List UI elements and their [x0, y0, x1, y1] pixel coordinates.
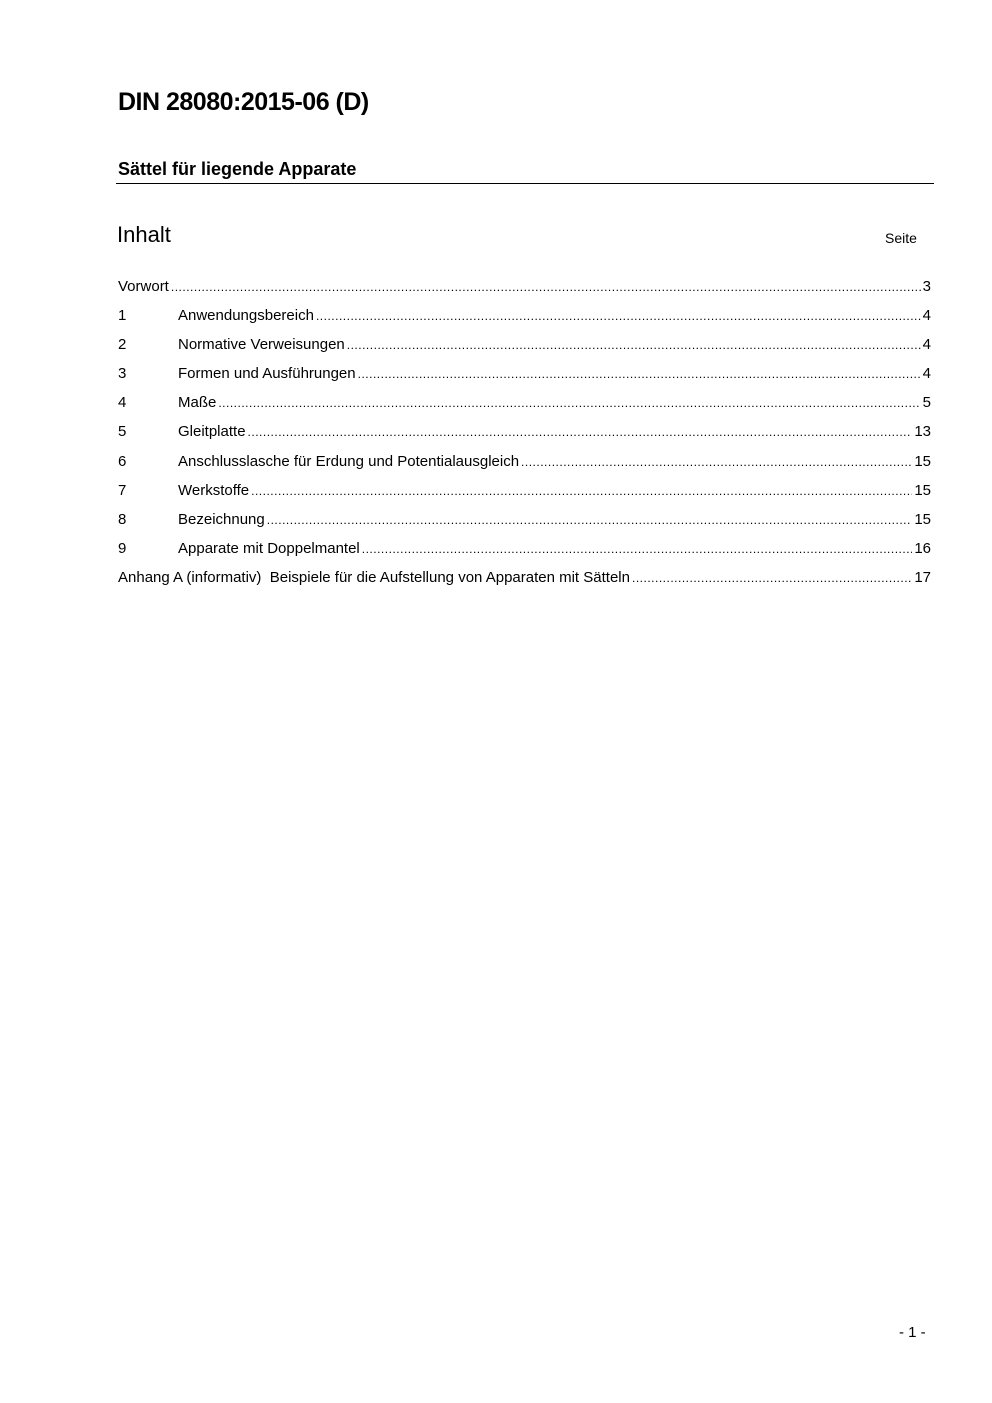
toc-entry-text: Anwendungsbereich — [178, 307, 314, 325]
toc-entry-text: Bezeichnung — [178, 510, 265, 528]
toc-dot-leader — [218, 396, 920, 410]
toc-entry-page: 3 — [922, 278, 931, 295]
toc-entry-7[interactable] — [118, 482, 931, 511]
toc-entry-page: 16 — [914, 539, 931, 557]
toc-dot-leader — [267, 513, 913, 527]
toc-entry-text: Formen und Ausführungen — [178, 365, 356, 383]
toc-entry-page: 4 — [922, 336, 931, 354]
toc-entry-number: 2 — [118, 336, 127, 354]
toc-entry-9[interactable] — [118, 540, 931, 569]
toc-entry-8[interactable] — [118, 511, 931, 540]
table-of-contents — [118, 278, 931, 598]
toc-dot-leader — [316, 309, 921, 323]
toc-dot-leader — [362, 542, 913, 556]
toc-entry-page: 4 — [922, 365, 931, 383]
toc-entry-annex-a[interactable] — [118, 569, 931, 598]
toc-entry-page: 15 — [914, 481, 931, 499]
toc-entry-number: 9 — [118, 539, 127, 557]
toc-entry-vorwort[interactable] — [118, 278, 931, 307]
toc-entry-page: 17 — [914, 568, 931, 586]
toc-entry-number: 6 — [118, 452, 127, 470]
toc-entry-page: 4 — [922, 307, 931, 325]
toc-entry-3[interactable] — [118, 365, 931, 394]
toc-dot-leader — [358, 367, 921, 381]
toc-entry-number: 1 — [118, 307, 127, 325]
toc-entry-page: 5 — [922, 394, 931, 412]
toc-entry-text: Normative Verweisungen — [178, 336, 345, 354]
toc-entry-number: 4 — [118, 394, 127, 412]
toc-entry-1[interactable] — [118, 307, 931, 336]
toc-entry-text: Maße — [178, 394, 217, 412]
toc-entry-number: 8 — [118, 510, 127, 528]
document-subtitle: Sättel für liegende Apparate — [118, 159, 357, 179]
toc-entry-text: Anschlusslasche für Erdung und Potentialausgleich — [178, 452, 520, 470]
toc-entry-4[interactable] — [118, 394, 931, 423]
toc-dot-leader — [248, 425, 913, 439]
toc-entry-page: 15 — [914, 452, 931, 470]
toc-entry-page: 15 — [914, 510, 931, 528]
page-number: - 1 - — [899, 1324, 926, 1341]
toc-dot-leader — [632, 571, 912, 585]
toc-entry-number: 3 — [118, 365, 127, 383]
toc-entry-text: Gleitplatte — [178, 423, 246, 441]
toc-entry-page: 13 — [914, 423, 931, 441]
document-title: DIN 28080:2015-06 (D) — [118, 88, 369, 116]
toc-entry-6[interactable] — [118, 453, 931, 482]
toc-dot-leader — [521, 455, 912, 469]
toc-entry-text: Anhang A (informativ) Beispiele für die Aufstellung von Apparaten mit Sätteln — [118, 568, 630, 586]
toc-page-column-label: Seite — [885, 230, 917, 246]
toc-heading: Inhalt — [117, 222, 171, 247]
toc-dot-leader — [171, 280, 921, 294]
toc-entry-text: Werkstoffe — [178, 481, 250, 499]
toc-entry-number: 5 — [118, 423, 127, 441]
subtitle-divider — [116, 183, 934, 184]
toc-entry-2[interactable] — [118, 336, 931, 365]
toc-dot-leader — [251, 484, 912, 498]
toc-entry-number: 7 — [118, 481, 127, 499]
toc-dot-leader — [347, 338, 921, 352]
toc-entry-text: Vorwort — [118, 278, 169, 295]
toc-entry-5[interactable] — [118, 423, 931, 452]
toc-entry-text: Apparate mit Doppelmantel — [178, 539, 360, 557]
